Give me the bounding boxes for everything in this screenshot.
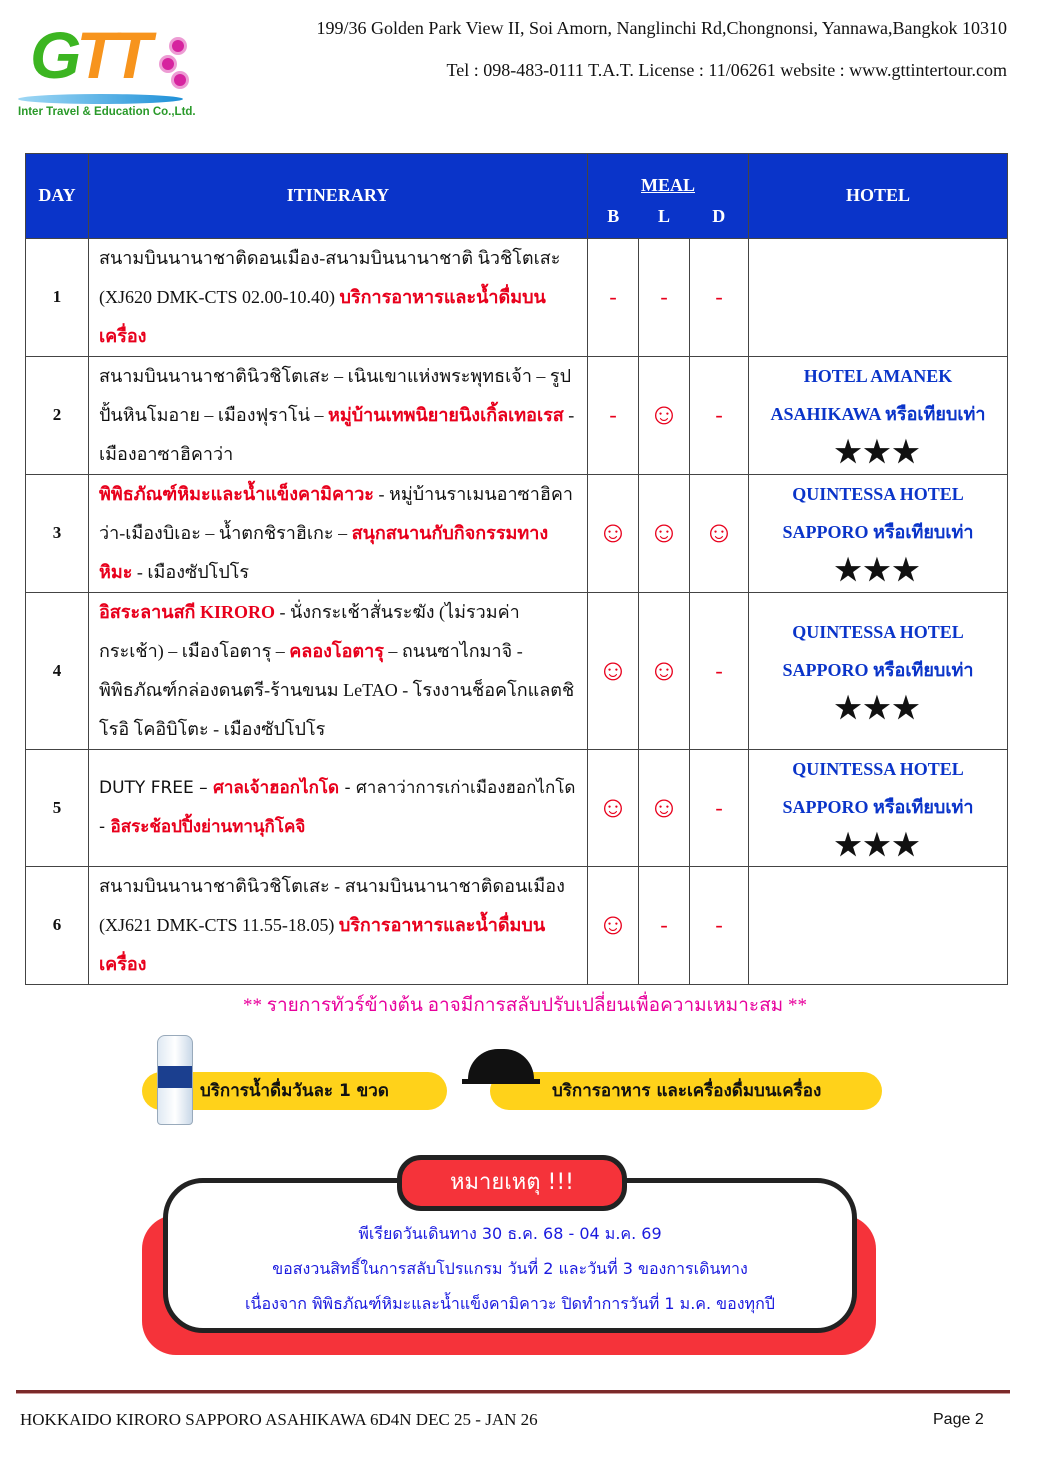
water-service-label: บริการน้ำดื่มวันละ 1 ขวด (200, 1081, 389, 1101)
hotel-cell (749, 866, 1008, 984)
dinner-none: - (690, 866, 749, 984)
hotel-name: QUINTESSA HOTEL (792, 484, 964, 504)
itinerary-text (89, 592, 588, 749)
hotel-cell (749, 474, 1008, 592)
itinerary-segment: สนามบินนานาชาติดอนเมือง-สนามบินนานาชาติ นิวชิโตเสะ (XJ620 DMK-CTS 02.00-10.40) (99, 247, 561, 307)
highlight-text: หมู่บ้านเทพนิยายนิงเกิ้ลเทอเรส (328, 404, 564, 425)
itinerary-segment: DUTY FREE – (99, 777, 214, 798)
itinerary-row (26, 749, 1008, 866)
hotel-city: SAPPORO หรือเทียบเท่า (782, 659, 974, 680)
star-rating-icon: ★★★ (834, 691, 922, 725)
dinner-none: - (690, 356, 749, 474)
itinerary-text (89, 749, 588, 866)
header-itinerary: ITINERARY (89, 154, 588, 239)
highlight-text: อิสระลานสกี KIRORO (99, 601, 275, 622)
footer-title: HOKKAIDO KIRORO SAPPORO ASAHIKAWA 6D4N DEC 25 - JAN 26 (20, 1410, 538, 1429)
remark-line: ขอสงวนสิทธิ์ในการสลับโปรแกรม วันที่ 2 และวันที่ 3 ของการเดินทาง (272, 1259, 748, 1278)
header-meal: MEAL (588, 154, 749, 197)
itinerary-segment: - ศาลาว่าการเก่าเมืองฮอกไกโด - (99, 777, 576, 837)
remark-line: เนื่องจาก พิพิธภัณฑ์หิมะและน้ำแข็งคามิคาวะ ปิดทำการวันที่ 1 ม.ค. ของทุกปี (245, 1294, 775, 1313)
lunch-smile-icon: ☺ (639, 749, 690, 866)
breakfast-none: - (588, 356, 639, 474)
header-dinner: D (690, 196, 749, 238)
page-number: Page 2 (933, 1411, 984, 1428)
hotel-name: QUINTESSA HOTEL (792, 758, 964, 779)
remark-title: หมายเหตุ !!! (397, 1155, 627, 1211)
logo-subtitle: Inter Travel & Education Co.,Ltd. (18, 106, 196, 118)
star-rating-icon: ★★★ (834, 828, 922, 862)
star-rating-icon: ★★★ (834, 436, 922, 469)
company-logo (18, 18, 196, 127)
lunch-smile-icon: ☺ (639, 592, 690, 749)
day-number: 2 (26, 356, 89, 474)
itinerary-row (26, 238, 1008, 356)
logo-lettering: GTT (30, 18, 147, 92)
header-lunch: L (639, 196, 690, 238)
star-rating-icon: ★★★ (834, 554, 922, 587)
itinerary-segment: - นั่งกระเช้าสั่นระฆัง (ไม่รวมค่ากระเช้า) – เมืองโอตารุ – (99, 601, 520, 661)
highlight-text: พิพิธภัณฑ์หิมะและน้ำแข็งคามิคาวะ (99, 483, 374, 504)
day-number: 3 (26, 474, 89, 592)
lunch-smile-icon: ☺ (639, 474, 690, 592)
meal-service-banner (490, 1072, 882, 1110)
highlight-text: บริการอาหารและน้ำดื่มบนเครื่อง (99, 286, 546, 346)
header-breakfast: B (588, 196, 639, 238)
breakfast-smile-icon: ☺ (588, 749, 639, 866)
header-day: DAY (26, 154, 89, 239)
itinerary-row (26, 866, 1008, 984)
itinerary-segment: - เมืองซัปโปโร (132, 561, 250, 582)
dinner-smile-icon: ☺ (690, 474, 749, 592)
remark-line: พีเรียดวันเดินทาง 30 ธ.ค. 68 - 04 ม.ค. 69 (358, 1224, 662, 1243)
dinner-none: - (690, 749, 749, 866)
lunch-none: - (639, 238, 690, 356)
hotel-cell (749, 592, 1008, 749)
day-number: 6 (26, 866, 89, 984)
footer-divider (16, 1390, 1010, 1394)
company-address: 199/36 Golden Park View II, Soi Amorn, Nanglinchi Rd,Chongnonsi, Yannawa,Bangkok 10310 (316, 18, 1007, 38)
hotel-name: HOTEL AMANEK (803, 366, 953, 386)
water-bottle-icon (157, 1035, 193, 1125)
itinerary-row (26, 474, 1008, 592)
day-number: 5 (26, 749, 89, 866)
lunch-smile-icon: ☺ (639, 356, 690, 474)
itinerary-segment: สนามบินนานาชาตินิวชิโตเสะ – เนินเขาแห่งพระพุทธเจ้า – รูปปั้นหินโมอาย – เมืองฟุราโน่ – (99, 365, 572, 425)
dinner-none: - (690, 238, 749, 356)
breakfast-smile-icon: ☺ (588, 866, 639, 984)
highlight-text: อิสระช้อปปิ้งย่านทานุกิโคจิ (110, 816, 306, 837)
hotel-city: SAPPORO หรือเทียบเท่า (782, 796, 974, 817)
hotel-cell (749, 749, 1008, 866)
breakfast-smile-icon: ☺ (588, 474, 639, 592)
itinerary-text (89, 356, 588, 474)
itinerary-segment: - หมู่บ้านราเมนอาซาฮิคาว่า-เมืองบิเอะ – น้ำตกชิราฮิเกะ – (99, 483, 574, 543)
itinerary-segment: สนามบินนานาชาตินิวชิโตเสะ - สนามบินนานาชาติดอนเมือง (XJ621 DMK-CTS 11.55-18.05) (99, 875, 565, 935)
itinerary-segment: - เมืองอาซาฮิคาว่า (99, 404, 575, 464)
highlight-text: คลองโอตารุ (289, 640, 384, 661)
breakfast-smile-icon: ☺ (588, 592, 639, 749)
itinerary-disclaimer: ** รายการทัวร์ข้างต้น อาจมีการสลับปรับเปลี่ยนเพื่อความเหมาะสม ** (243, 995, 807, 1016)
itinerary-row (26, 356, 1008, 474)
itinerary-table (25, 153, 1008, 985)
hotel-cell (749, 356, 1008, 474)
meal-service-label: บริการอาหาร และเครื่องดื่มบนเครื่อง (552, 1081, 822, 1101)
highlight-text: ศาลเจ้าฮอกไกโด (213, 777, 340, 798)
itinerary-segment: – ถนนซาไกมาจิ - พิพิธภัณฑ์กล่องดนตรี-ร้านขนม LeTAO - โรงงานช็อคโกแลตชิโรอิ โคอิบิโตะ - เมืองซัปโปโร (99, 640, 575, 739)
breakfast-none: - (588, 238, 639, 356)
logo-wave (18, 94, 183, 104)
hotel-name: QUINTESSA HOTEL (792, 621, 964, 642)
highlight-text: บริการอาหารและน้ำดื่มบนเครื่อง (99, 914, 546, 974)
company-contact: Tel : 098-483-0111 T.A.T. License : 11/06261 website : www.gttintertour.com (446, 60, 1007, 80)
itinerary-text (89, 238, 588, 356)
itinerary-row (26, 592, 1008, 749)
itinerary-text (89, 866, 588, 984)
food-cloche-icon (462, 1045, 540, 1085)
dinner-none: - (690, 592, 749, 749)
day-number: 1 (26, 238, 89, 356)
itinerary-text (89, 474, 588, 592)
hotel-cell (749, 238, 1008, 356)
hotel-city: ASAHIKAWA หรือเทียบเท่า (770, 404, 986, 424)
hotel-city: SAPPORO หรือเทียบเท่า (782, 522, 974, 542)
highlight-text: สนุกสนานกับกิจกรรมทางหิมะ (99, 522, 549, 582)
header-hotel: HOTEL (749, 154, 1008, 239)
day-number: 4 (26, 592, 89, 749)
lunch-none: - (639, 866, 690, 984)
flower-icon (158, 40, 188, 90)
